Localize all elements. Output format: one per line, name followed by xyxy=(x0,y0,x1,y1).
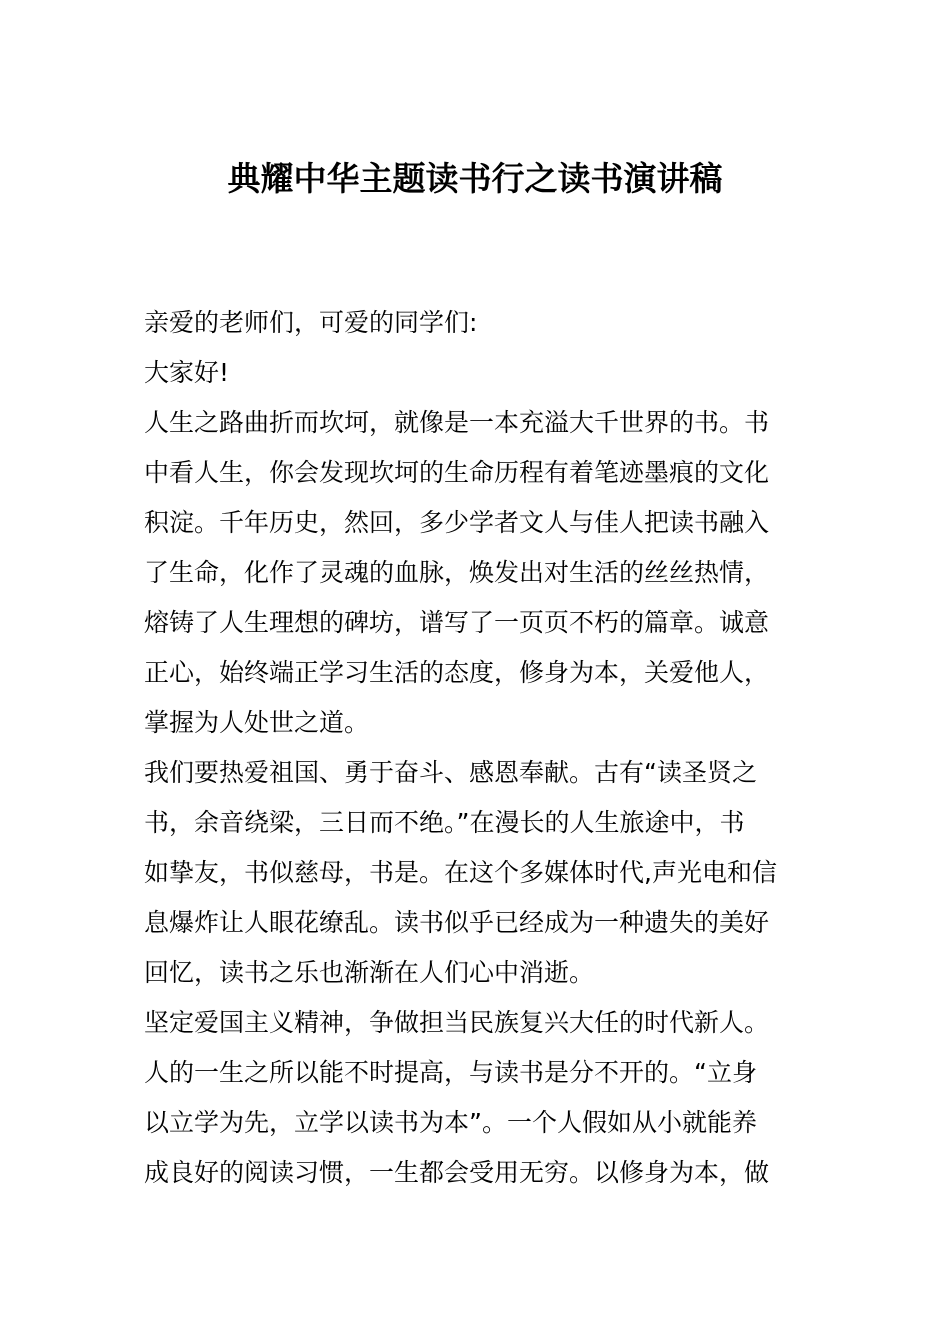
text-line: 以立学为先，立学以读书为本”。一个人假如从小就能养 xyxy=(144,1108,757,1137)
text-line: 息爆炸让人眼花缭乱。读书似乎已经成为一种遗失的美好 xyxy=(144,908,770,937)
text-line: 正心，始终端正学习生活的态度，修身为本，关爱他人， xyxy=(144,658,770,687)
text-line: 积淀。千年历史，然回，多少学者文人与佳人把读书融入 xyxy=(144,508,770,537)
text-line: 了生命，化作了灵魂的血脉，焕发出对生活的丝丝热情， xyxy=(144,558,770,587)
text-line: 书，余音绕梁，三日而不绝。”在漫长的人生旅途中，书 xyxy=(144,808,745,837)
text-line: 中看人生，你会发现坎坷的生命历程有着笔迹墨痕的文化 xyxy=(144,458,770,487)
text-line: 大家好! xyxy=(144,358,230,387)
text-line: 回忆，读书之乐也渐渐在人们心中消逝。 xyxy=(144,958,595,987)
text-line: 我们要热爱祖国、勇于奋斗、感恩奉献。古有“读圣贤之 xyxy=(144,758,757,787)
text-line: 人的一生之所以能不时提高，与读书是分不开的。“立身 xyxy=(144,1058,757,1087)
text-line: 掌握为人处世之道。 xyxy=(144,708,370,737)
text-line: 亲爱的老师们，可爱的同学们: xyxy=(144,308,478,337)
text-line: 人生之路曲折而坎坷，就像是一本充溢大千世界的书。书 xyxy=(144,408,770,437)
text-line: 坚定爱国主义精神，争做担当民族复兴大任的时代新人。 xyxy=(144,1008,770,1037)
text-line: 如挚友，书似慈母，书是。在这个多媒体时代,声光电和信 xyxy=(144,858,777,887)
document-title: 典耀中华主题读书行之读书演讲稿 xyxy=(227,159,723,198)
document-body xyxy=(144,298,808,1198)
text-line: 成良好的阅读习惯，一生都会受用无穷。以修身为本，做 xyxy=(144,1158,770,1187)
text-line: 熔铸了人生理想的碑坊，谱写了一页页不朽的篇章。诚意 xyxy=(144,608,770,637)
